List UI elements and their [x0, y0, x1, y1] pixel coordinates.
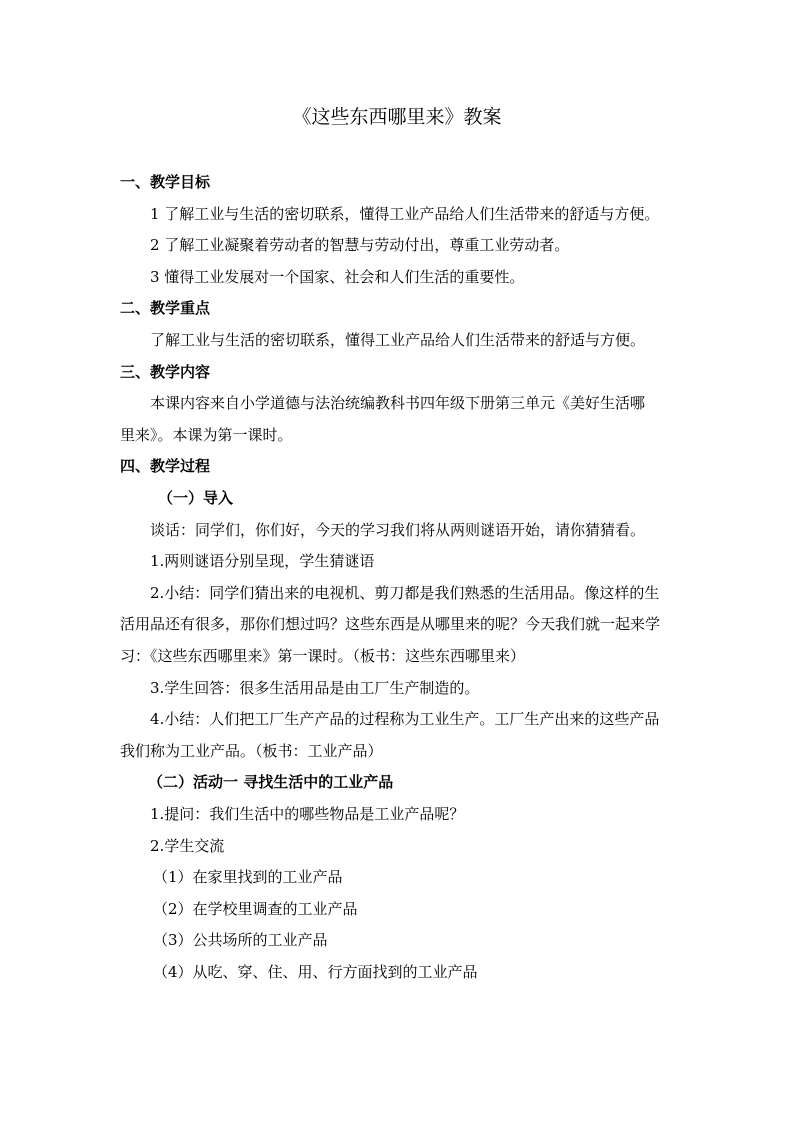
- text-line: 2 了解工业凝聚着劳动者的智慧与劳动付出，尊重工业劳动者。: [150, 236, 570, 255]
- text-line: （2）在学校里调查的工业产品: [153, 899, 358, 918]
- text-line: 4.小结：人们把工厂生产产品的过程称为工业生产。工厂生产出来的这些产品: [150, 710, 660, 729]
- text-line: 2.小结：同学们猜出来的电视机、剪刀都是我们熟悉的生活用品。像这样的生: [150, 583, 660, 602]
- text-line: 本课内容来自小学道德与法治统编教科书四年级下册第三单元《美好生活哪: [150, 394, 646, 413]
- section-heading: 三、教学内容: [120, 362, 211, 381]
- text-line: 谈话：同学们，你们好，今天的学习我们将从两则谜语开始，请你猜猜看。: [150, 520, 646, 539]
- text-line: 里来》。本课为第一课时。: [120, 425, 293, 444]
- page-title: 《这些东西哪里来》教案: [292, 106, 502, 128]
- section-heading: 四、教学过程: [120, 457, 211, 476]
- text-line: 习：《这些东西哪里来》第一课时。（板书：这些东西哪里来）: [120, 647, 526, 665]
- text-line: （1）在家里找到的工业产品: [153, 868, 343, 887]
- text-line: 3.学生回答：很多生活用品是由工厂生产制造的。: [150, 678, 480, 697]
- text-line: 了解工业与生活的密切联系，懂得工业产品给人们生活带来的舒适与方便。: [150, 331, 646, 349]
- text-line: 2.学生交流: [150, 836, 225, 855]
- text-line: 我们称为工业产品。（板书：工业产品）: [120, 741, 383, 760]
- section-heading: 一、教学目标: [120, 173, 211, 191]
- text-line: 3 懂得工业发展对一个国家、社会和人们生活的重要性。: [150, 267, 525, 286]
- text-line: 1.两则谜语分别呈现，学生猜谜语: [150, 552, 375, 571]
- text-line: （4）从吃、穿、住、用、行方面找到的工业产品: [153, 963, 478, 981]
- section-heading: （二）活动一 寻找生活中的工业产品: [148, 773, 394, 792]
- text-line: 1.提问：我们生活中的哪些物品是工业产品呢？: [150, 805, 465, 823]
- text-line: （3）公共场所的工业产品: [153, 931, 328, 950]
- text-line: 活用品还有很多，那你们想过吗？这些东西是从哪里来的呢？今天我们就一起来学: [120, 615, 661, 634]
- section-heading: 二、教学重点: [120, 299, 211, 318]
- text-line: 1 了解工业与生活的密切联系，懂得工业产品给人们生活带来的舒适与方便。: [150, 204, 660, 223]
- section-heading: （一）导入: [158, 489, 234, 507]
